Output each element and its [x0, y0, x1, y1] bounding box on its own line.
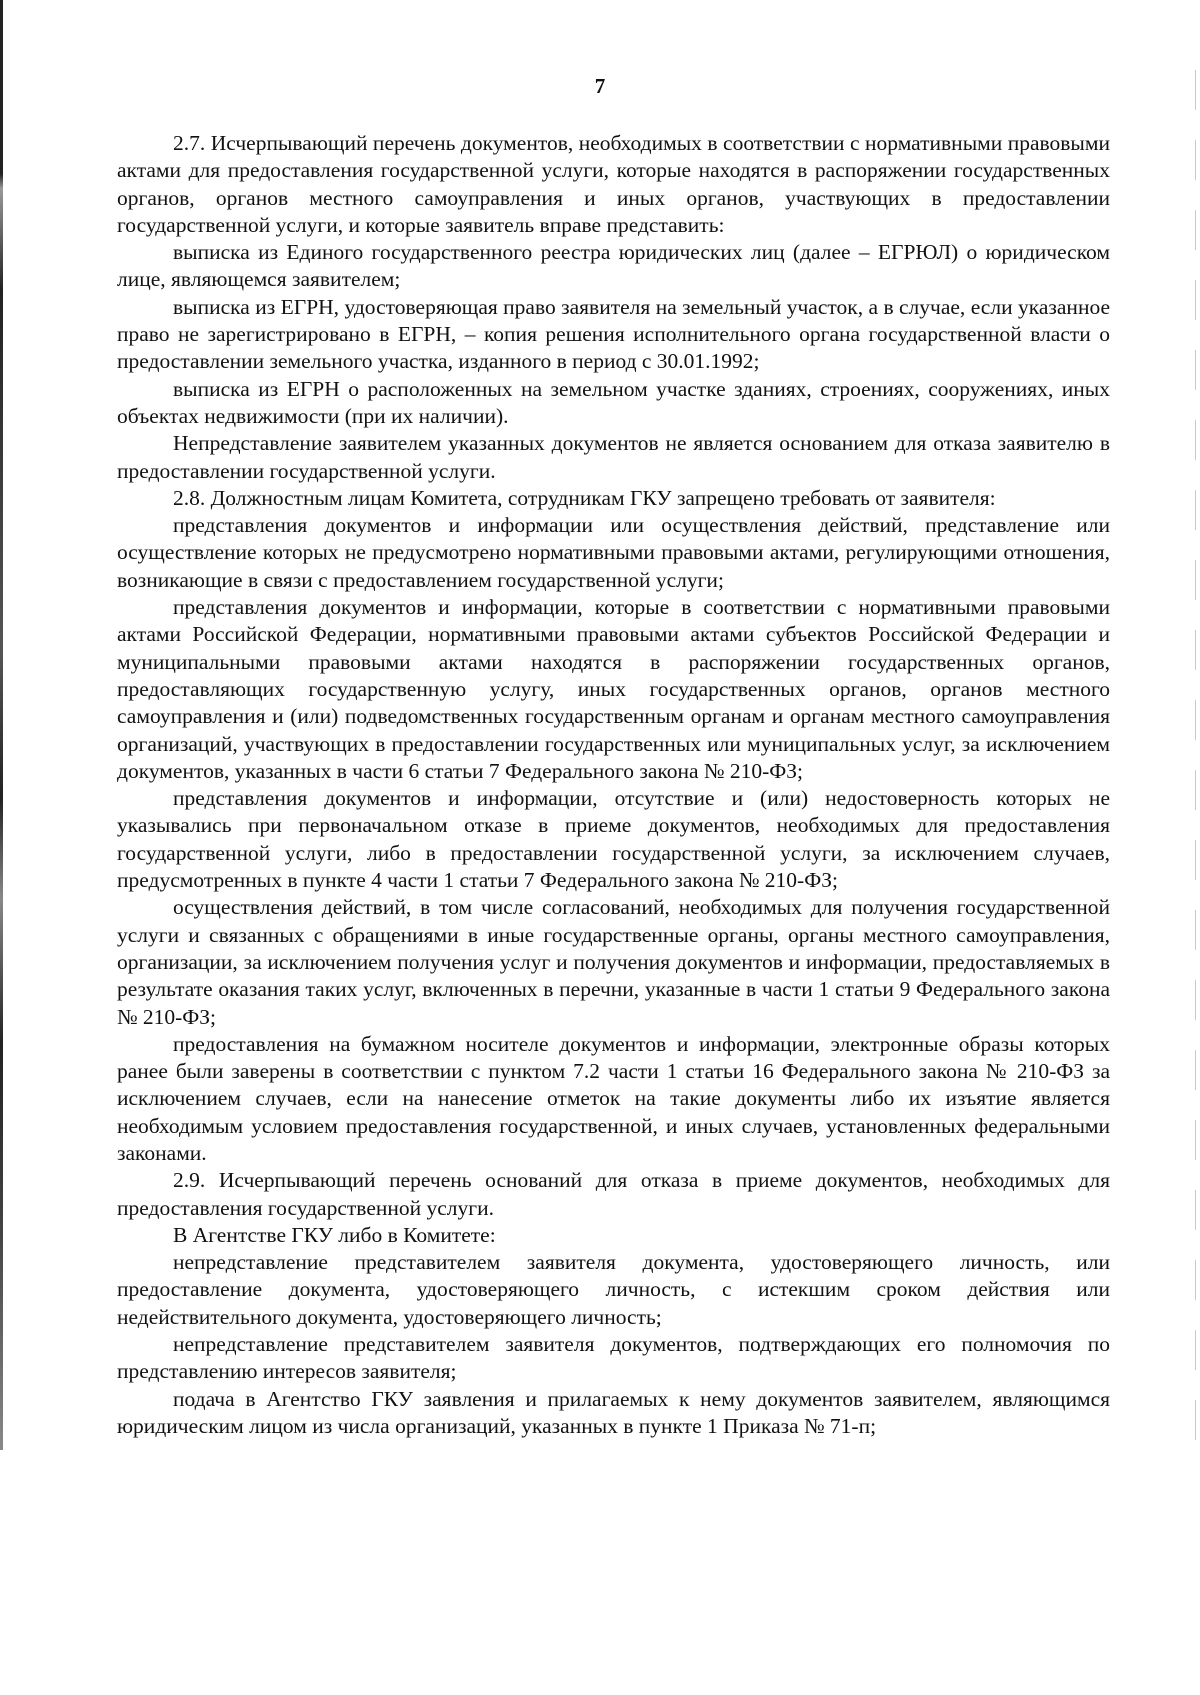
paragraph-2-8: 2.8. Должностным лицам Комитета, сотрудникам ГКУ запрещено требовать от заявителя:: [173, 485, 996, 510]
paragraph-2-9-item-1: непредставление представителем заявителя документа, удостоверяющего личность, или предоставление документа, удостоверяющего личность, с истекшим сроком действия или недействительного документа, удостоверяющего личность;: [117, 1250, 1110, 1329]
paragraph-2-9-item-2: непредставление представителем заявителя документов, подтверждающих его полномочия по представлению интересов заявителя;: [117, 1332, 1110, 1384]
paragraph-2-8-item-2: представления документов и информации, которые в соответствии с нормативными правовыми актами Российской Федерации, нормативными правовыми актами субъектов Российской Федерации и муниципальными правовыми актами находятся в распоряжении государственных органов, предоставляющих государственную услугу, иных государственных органов, органов местного самоуправления и (или) подведомственных государственным органам и органам местного самоуправления организаций, участвующих в предоставлении государственных или муниципальных услуг, за исключением документов, указанных в части 6 статьи 7 Федерального закона № 210-ФЗ;: [117, 595, 1110, 783]
paragraph-2-8-item-3: представления документов и информации, отсутствие и (или) недостоверность которых не указывались при первоначальном отказе в приеме документов, необходимых для предоставления государственной услуги, либо в предоставлении государственной услуги, за исключением случаев, предусмотренных в пункте 4 части 1 статьи 7 Федерального закона № 210-ФЗ;: [117, 786, 1110, 893]
paragraph-2-9-intro: В Агентстве ГКУ либо в Комитете:: [173, 1222, 496, 1247]
paragraph-egrn-buildings-extract: выписка из ЕГРН о расположенных на земельном участке зданиях, строениях, сооружениях, иных объектах недвижимости (при их наличии).: [117, 376, 1110, 428]
scan-edge-right: [1195, 70, 1196, 1450]
paragraph-2-8-item-1: представления документов и информации или осуществления действий, представление или осуществление которых не предусмотрено нормативными правовыми актами, регулирующими отношения, возникающие в связи с предоставлением государственной услуги;: [117, 513, 1110, 592]
paragraph-2-9: 2.9. Исчерпывающий перечень оснований для отказа в приеме документов, необходимых для предоставления государственной услуги.: [117, 1168, 1110, 1220]
paragraph-egrn-land-extract: выписка из ЕГРН, удостоверяющая право заявителя на земельный участок, а в случае, если указанное право не зарегистрировано в ЕГРН, – копия решения исполнительного органа государственной власти о предоставлении земельного участка, изданного в период с 30.01.1992;: [117, 294, 1110, 374]
paragraph-egrul-extract: выписка из Единого государственного реестра юридических лиц (далее – ЕГРЮЛ) о юридическом лице, являющемся заявителем;: [117, 240, 1110, 292]
paragraph-2-9-item-3: подача в Агентство ГКУ заявления и прилагаемых к нему документов заявителем, являющимся юридическим лицом из числа организаций, указанных в пункте 1 Приказа № 71-п;: [117, 1386, 1110, 1438]
scan-edge-left: [0, 0, 3, 1450]
page-number: 7: [594, 74, 606, 98]
paragraph-2-8-item-5: предоставления на бумажном носителе документов и информации, электронные образы которых ранее были заверены в соответствии с пунктом 7.2 части 1 статьи 16 Федерального закона № 210-ФЗ за исключением случаев, если на нанесение отметок на такие документы либо их изъятие является необходимым условием предоставления государственной, и иных случаев, установленных федеральными законами.: [117, 1031, 1110, 1165]
document-body: [117, 130, 1110, 1440]
paragraph-non-submission: Непредставление заявителем указанных документов не является основанием для отказа заявителю в предоставлении государственной услуги.: [117, 431, 1110, 483]
paragraph-2-7: 2.7. Исчерпывающий перечень документов, необходимых в соответствии с нормативными правовыми актами для предоставления государственной услуги, которые находятся в распоряжении государственных органов, органов местного самоуправления и иных органов, участвующих в предоставлении государственной услуги, и которые заявитель вправе представить:: [117, 131, 1110, 237]
paragraph-2-8-item-4: осуществления действий, в том числе согласований, необходимых для получения государственной услуги и связанных с обращениями в иные государственные органы, органы местного самоуправления, организации, за исключением получения услуг и получения документов и информации, предоставляемых в результате оказания таких услуг, включенных в перечни, указанные в части 1 статьи 9 Федерального закона № 210-ФЗ;: [117, 895, 1110, 1029]
